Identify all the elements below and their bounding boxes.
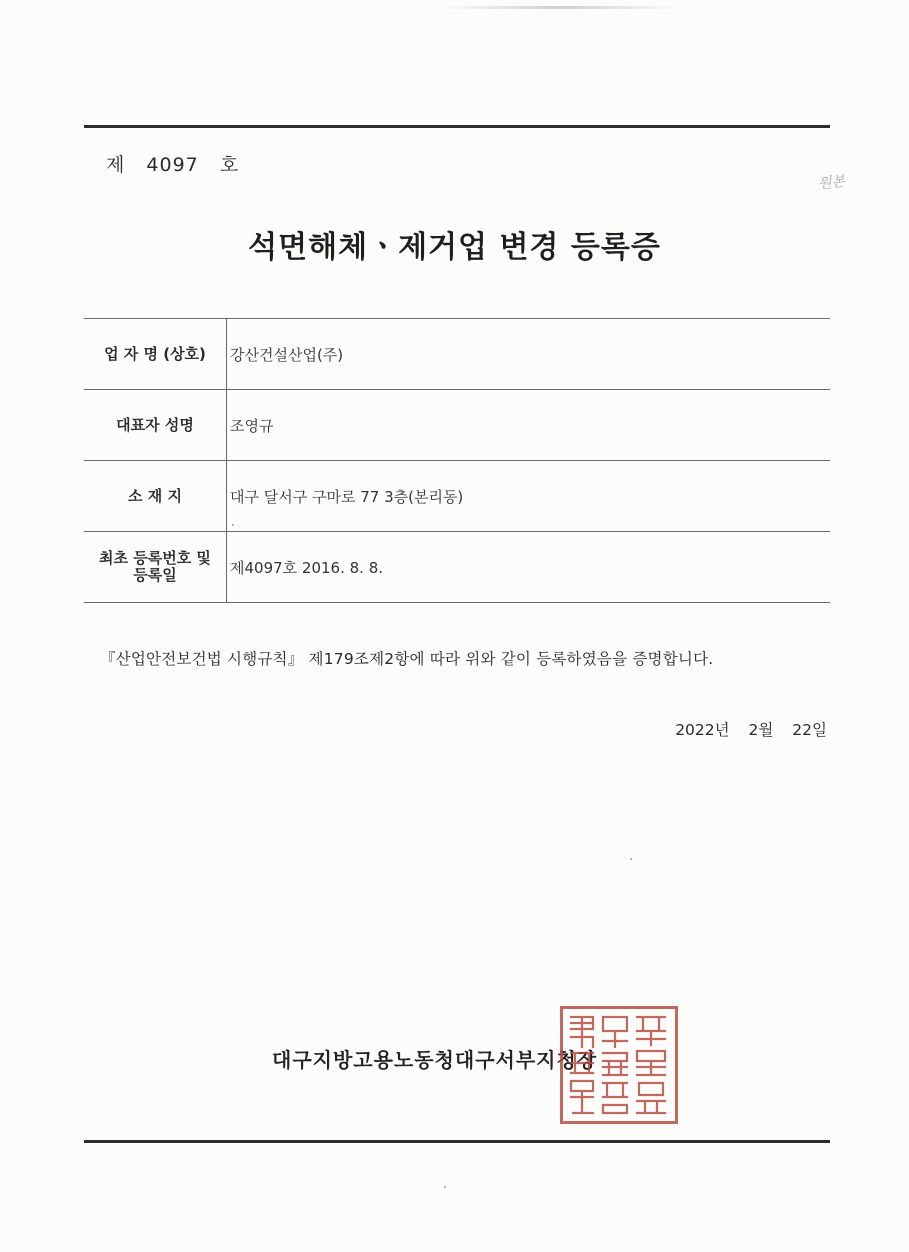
field-value-initial-registration: 제4097호 2016. 8. 8.	[227, 532, 831, 603]
top-rule	[84, 125, 830, 128]
number-prefix: 제	[106, 154, 126, 176]
scan-shadow	[440, 6, 680, 9]
field-label-representative: 대표자 성명	[84, 390, 227, 461]
label-line-1: 최초 등록번호 및	[99, 549, 211, 567]
original-handwritten-mark: 원본	[817, 173, 846, 193]
table-row	[84, 461, 830, 532]
scan-speck	[630, 858, 632, 860]
scan-speck	[444, 1186, 446, 1188]
table-row	[84, 532, 830, 603]
label-line-2: 등록일	[133, 566, 177, 584]
table-row	[84, 319, 830, 390]
field-value-business-name: 강산건설산업(주)	[227, 319, 831, 390]
number-suffix: 호	[219, 154, 240, 176]
document-number	[106, 150, 239, 177]
issue-date: 2022년 2월 22일	[675, 721, 827, 739]
bottom-rule	[84, 1140, 830, 1143]
field-value-address: 대구 달서구 구마로 77 3층(본리동)	[227, 461, 831, 532]
registration-info-table	[84, 318, 830, 603]
field-label-business-name: 업 자 명 (상호)	[84, 319, 227, 390]
field-value-representative: 조영규	[227, 390, 831, 461]
scan-speck	[232, 524, 234, 526]
table-row	[84, 390, 830, 461]
official-seal-stamp	[560, 1006, 678, 1124]
field-label-initial-registration	[84, 532, 227, 603]
certification-statement: 『산업안전보건법 시행규칙』 제179조제2항에 따라 위와 같이 등록하였음을 증명합니다.	[100, 650, 714, 668]
seal-glyphs	[563, 1009, 675, 1121]
issuer-name: 대구지방고용노동청대구서부지청장	[272, 1048, 598, 1072]
number-value: 4097	[146, 154, 199, 176]
page-title: 석면해체ㆍ제거업 변경 등록증	[248, 230, 661, 265]
field-label-address: 소 재 지	[84, 461, 227, 532]
